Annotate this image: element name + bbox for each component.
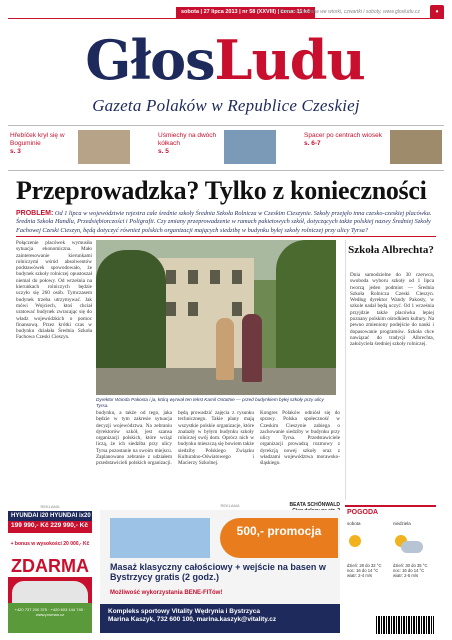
sun-icon (349, 535, 385, 559)
teaser-title: Spacer po centrach wiosek (304, 132, 383, 139)
tagline: Gazeta Polaków w Republice Czeskiej (92, 96, 360, 115)
top-bar (8, 7, 444, 19)
ad-photo (110, 518, 210, 558)
weather-title: POGODA (347, 509, 379, 516)
publisher-note: Pismo wydawane we wtorki, czwartki i soboty, www.glosludu.cz (280, 9, 420, 15)
teaser-title: Uśmiechy na dwóch kółkach (158, 132, 217, 147)
ad-prices: 199 990,- Kč 229 990,- Kč (11, 522, 88, 529)
problem-text: Od 1 lipca w województwie rejestra całe średnie szkoły Średnia Szkoła Rolnicza w Czeskim Cieszynie. Szkoły przejęło inna czesko-czeskiej placówka. Średnia Szkoła Handlu, Przedsiębiorczości i Poligrafii. Czy zmiany przeprowadzenie w ramach pakietowych szkół, dotyczących także polskiej nazwy Średniej Szkoły Fachowej Czeski Cieszyn, będą dotyczyć również polskich organizacji mających siedzibę w budynku byłej szkoły rolniczej przy ulicy Tyrsa? (16, 210, 432, 234)
article-lead (16, 210, 436, 235)
weather-day-1: sobota (347, 521, 361, 526)
ad-subline: Możliwość wykorzystania BENE-FITów! (110, 590, 223, 596)
sidebar-text: Dnia samodzielne do 30 czerwca, swoboda wyboru szkoły od 1 lipca tworzą jeden podmiot — Średnia Szkoła Rolnicza Czeski Cieszyn. Według dyrektor Wandy Pakosty, w szkole nadal będą uczyć. Od 1 września przyjdzie także placówka lepiej poznany polskim ośrodkiem kultury. Na pewno zmieniony podejście do nauki i dopasowanie programów. Szkoła chce nawiązać do tradycji Albrechta, założyciela średniej szkoły rolniczej. (350, 272, 434, 348)
teaser-thumbnail (78, 130, 130, 164)
article-headline[interactable]: Przeprowadzka? Tylko z konieczności (16, 176, 427, 205)
teaser-2[interactable] (158, 132, 278, 164)
teaser-strip (8, 125, 444, 171)
teaser-1[interactable] (10, 132, 130, 164)
article-column-1: Połączenie placówek wymusiła sytuacja ekonomiczna. Mało zainteresowanie kierunkami rolniczymi wśród absolwentów podstawówek spowodowało, że budynek szkoły rolniczej opustoszał niemal do połowy. Od września na kierunkach rolniczych będzie uczyło się 260 osób. Tymczasem budynek trzeba utrzymywać. Jak mówi Wojciech, ktoś chciał uratować budynek zwracając się do władz wojewódzkich o pomoc finansową. Przez krótki czas w budynku działała Średnia Szkoła Fachowa Czeski Cieszyn. (16, 240, 92, 341)
barcode (376, 616, 434, 634)
article-column-2: budynku, a także od tego, jaka będzie w tym zakresie sytuacja decyzji województwa. Na zebraniu dyrektorów szkół, jest szansa organizacji polskich, które wciąż liczą, że ich siedziba przy ulicy Tyrsa pozostanie na swoim miejscu. Zaplanowano zebranie z udziałem przedstawicieli polskich organizacji. (96, 410, 172, 467)
ad-promo-badge: 500,- promocja (220, 518, 338, 558)
ad-footer-line1: Kompleks sportowy Vitality Wędrynia i Bystrzyca (108, 608, 260, 615)
ad-label: REKLAMA (40, 504, 60, 509)
teaser-3[interactable] (304, 132, 442, 164)
ad-bonus: + bonus w wysokości 20 000,- Kč (8, 533, 92, 555)
article-photo (96, 240, 336, 395)
teaser-page: s. 3 (10, 148, 21, 155)
partly-cloudy-icon (395, 535, 431, 559)
ad-headline: Masaż klasyczny całościowy + wejście na basen w Bystrzycy gratis (2 godz.) (110, 562, 326, 582)
weather-details-2: dzień: 30 do 35 °C noc: 16 do 14 °C wiatr: 2-5 m/s (393, 563, 428, 579)
teaser-page: s. 5 (158, 148, 169, 155)
masthead-word-glos: Głos (85, 28, 215, 92)
teaser-page: s. 6-7 (304, 140, 321, 147)
issue-info: sobota | 27 lipca 2013 | nr 58 (XXVIII) | cena: 11 kč (176, 7, 315, 18)
problem-label: PROBLEM: (16, 210, 54, 217)
author-name: BEATA SCHÖNWALD (289, 502, 340, 508)
photo-caption: Dyrektor Wanda Pakosta i ja, którą wyrwał ten tekst Kamil Ostatnie — przed budynkiem byłej szkoły przy ulicy Tyrsa. (96, 397, 324, 408)
weather-day-2: niedziela (393, 521, 411, 526)
corner-badge: • (430, 5, 444, 19)
ad-label-2: REKLAMA (220, 503, 240, 508)
teaser-title: Hřebíček krył się w Boguminie (10, 132, 65, 147)
ad-models: HYUNDAI i20 HYUNDAI ix20 (8, 511, 92, 521)
masthead-word-ludu: Ludu (214, 28, 365, 92)
ad-footer (100, 604, 340, 633)
teaser-thumbnail (224, 130, 276, 164)
masthead-logo[interactable] (60, 30, 390, 90)
divider (16, 236, 436, 237)
hyundai-ad[interactable] (8, 511, 92, 633)
article-column-3: będą prowadzić zajęcia z rysunku technicznego. Takie plany mają wszystkie polskie organizacje, które znalazły w byłym budynku szkoły rolniczej swój dom. Oprócz nich w budynku mieszczą się bowiem także siedziby Polskiego Związku Kulturalno-Oświatowego i Macierzy Szkolnej. (178, 410, 254, 467)
sidebar-title: Szkoła Albrechta? (348, 244, 434, 256)
vitality-ad[interactable] (100, 510, 340, 633)
weather-details-1: dzień: 28 do 32 °C noc: 16 do 14 °C wiatr: 2-4 m/s (347, 563, 382, 579)
teaser-thumbnail (390, 130, 442, 164)
ad-zdarma: ZDARMA (8, 555, 92, 577)
article-column-4: Kongres Polaków odniósł się do sprawy. Polska społeczność w Czeskim Cieszynie zabiega o zachowanie siedziby w budynku przy ulicy Tyrsa. Przedstawiciele organizacji prowadzą rozmowy z dyrekcją nowej szkoły oraz z władzami województwa morawsko-śląskiego. (260, 410, 340, 467)
ad-contact: +420 737 200 375 · +420 603 144 745 · www.proman.cz (8, 603, 92, 633)
weather-box (345, 505, 436, 633)
ad-footer-line2: Marina Kaszyk, 732 600 100, marina.kaszyk@vitality.cz (108, 616, 277, 623)
